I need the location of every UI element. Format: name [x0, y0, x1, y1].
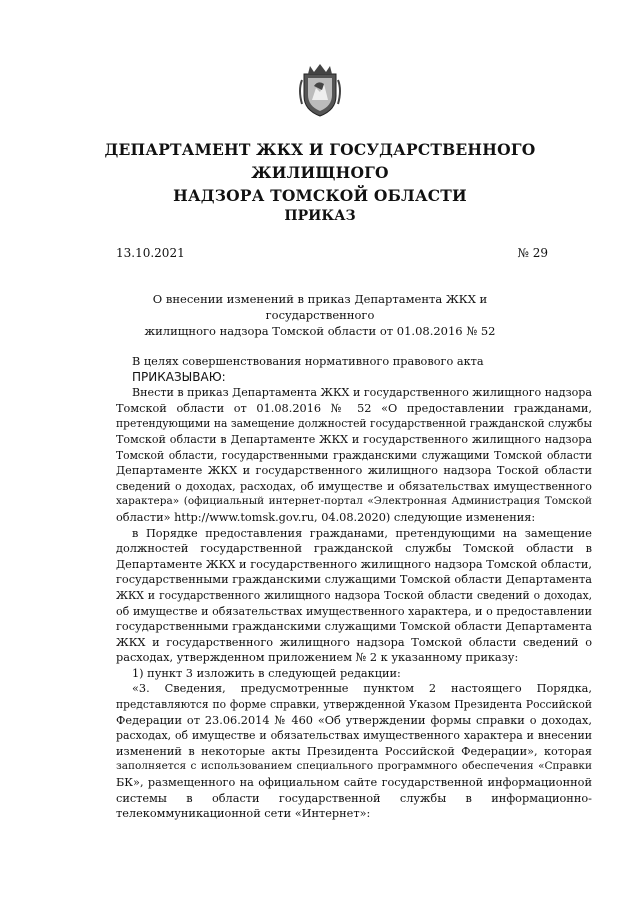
preamble: В целях совершенствования нормативного правового акта: [132, 355, 484, 368]
coat-of-arms-icon: [296, 60, 344, 118]
document-number: № 29: [517, 246, 548, 260]
paragraph-2: в Порядке предоставления гражданами, претендующими на замещение должностей государственной гражданской службы Томской области в Департаменте ЖКХ и государственного жилищного надзора Томской области, государственными гражданскими служащими Томской области Департамента ЖКХ и государственного жилищного надзора Тоской области сведений о доходах, об имуществе и обязательствах имущественного характера, и о предоставлении государственными гражданскими служащими Томской области Департамента ЖКХ и государственного жилищного надзора Томской области сведений о расходах, утвержденном приложением № 2 к указанному приказу:: [116, 526, 592, 665]
document-body: [116, 354, 592, 822]
order-word: ПРИКАЗЫВАЮ:: [132, 369, 226, 384]
document-type: ПРИКАЗ: [284, 208, 356, 224]
paragraph-4: «3. Сведения, предусмотренные пунктом 2 настоящего Порядка, представляются по форме справки, утвержденной Указом Президента Российской Федерации от 23.06.2014 № 460 «Об утверждении формы справки о доходах, расходах, об имуществе и обязательствах имущественного характера и внесении изменений в некоторые акты Президента Российской Федерации», которая заполняется с использованием специального программного обеспечения «Справки БК», размещенного на официальном сайте государственной информационной системы в области государственной службы в информационно- телекоммуникационной сети «Интернет»:: [116, 682, 592, 821]
paragraph-3: 1) пункт 3 изложить в следующей редакции:: [132, 666, 401, 680]
department-name: ДЕПАРТАМЕНТ ЖКХ И ГОСУДАРСТВЕННОГО ЖИЛИЩНОГО НАДЗОРА ТОМСКОЙ ОБЛАСТИ: [104, 140, 536, 205]
document-date: 13.10.2021: [116, 246, 185, 260]
paragraph-1: Внести в приказ Департамента ЖКХ и государственного жилищного надзора Томской области от 01.08.2016 № 52 «О предоставлении гражданами, претендующими на замещение должностей государственной гражданской службы Томской области в Департаменте ЖКХ и государственного жилищного надзора Томской области, государственными гражданскими служащими Томской области Департаменте ЖКХ и государственного жилищного надзора Тоской области сведений о доходах, расходах, об имуществе и обязательствах имущественного характера» (официальный интернет-портал «Электронная Администрация Томской области» http://www.tomsk.gov.ru, 04.08.2020) следующие изменения:: [116, 386, 593, 524]
document-subject: О внесении изменений в приказ Департамента ЖКХ и государственного жилищного надзора Томской области от 01.08.2016 № 52: [144, 292, 496, 338]
